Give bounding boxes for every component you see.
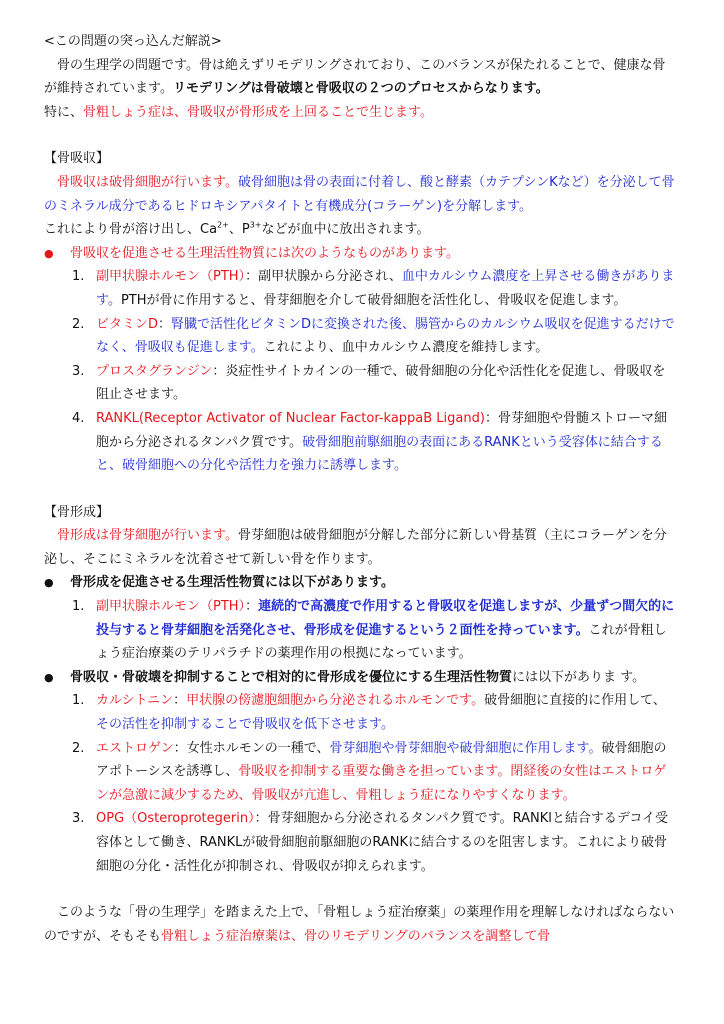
closing-red-text: 骨粗しょう症治療薬は、骨のリモデリングのバランスを調整して骨 <box>161 928 551 944</box>
item-text: 破骨細胞のアポトーシスを誘導し、 <box>96 740 667 780</box>
formation-heading: 【骨形成】 <box>44 504 110 520</box>
resorption-item-4 <box>44 407 676 478</box>
item-text: これにより、血中カルシウム濃度を維持します。 <box>263 340 549 356</box>
item-blue-text: 腎臓で活性化ビタミンDに変換された後、腸管からのカルシウム吸収を促進するだけでなく、骨吸収も促進します。 <box>96 316 675 356</box>
section-title: <この問題の突っ込んだ解説> <box>44 34 222 49</box>
item-term: RANKL(Receptor Activator of Nuclear Factor-kappaB Ligand) <box>96 410 485 426</box>
bullet-text: 骨吸収を促進させる生理活性物質には次のようなものがあります。 <box>70 245 459 261</box>
item-text: ： <box>173 693 187 709</box>
item-text: PTHが骨に作用すると、骨芽細胞を介して破骨細胞を活性化し、骨吸収を促進します。 <box>120 292 627 308</box>
formation-bullet-2 <box>44 666 676 690</box>
resorption-red-text: 骨吸収は破骨細胞が行います。 <box>57 174 238 190</box>
bullet-bold-text: 骨吸収・骨破壊を抑制することで相対的に骨形成を優位にする生理活性物質 <box>70 669 513 685</box>
formation-item-2-1 <box>44 689 676 736</box>
formation-item-2-3 <box>44 807 676 878</box>
resorption-item-3 <box>44 360 676 407</box>
bullet-text: には以下がありま す。 <box>512 669 646 685</box>
closing-paragraph <box>44 901 676 948</box>
item-term: プロスタグランジン <box>96 363 213 379</box>
bullet-dot-icon: ● <box>44 246 54 260</box>
resorption-item-2 <box>44 313 676 360</box>
item-number: 4. <box>72 410 85 426</box>
item-term: 副甲状腺ホルモン（PTH） <box>96 269 246 285</box>
item-number: 2. <box>72 740 85 756</box>
formation-item-1 <box>44 595 676 666</box>
resorption-paragraph <box>44 171 676 218</box>
bullet-text: 骨形成を促進させる生理活性物質には以下があります。 <box>70 575 394 591</box>
item-text: ： <box>158 316 172 332</box>
item-number: 1. <box>72 599 85 615</box>
item-term: ビタミンD <box>96 316 159 332</box>
item-number: 3. <box>72 363 85 379</box>
formation-paragraph <box>44 524 676 571</box>
item-term: 副甲状腺ホルモン（PTH） <box>96 599 246 615</box>
item-number: 1. <box>72 269 85 285</box>
item-red-text: 甲状腺の傍濾胞細胞から分泌されるホルモンです。 <box>186 693 485 709</box>
item-text: これが骨粗しょう症治療薬のテリパラチドの薬理作用の根拠になっています。 <box>96 622 667 662</box>
formation-item-2-2 <box>44 737 676 808</box>
closing-text: このような「骨の生理学」を踏まえた上で、「骨粗しょう症治療薬」の薬理作用を理解しなければならないのですが、そもそも <box>44 905 675 944</box>
superscript: 3+ <box>249 220 262 230</box>
item-number: 3. <box>72 811 85 827</box>
resorption-text: これにより骨が溶け出し、Ca <box>44 222 218 238</box>
intro-text: 骨の生理学の問題です。骨は絶えずリモデリングされており、このバランスが保たれることで、健康な骨が維持されています。 <box>44 57 666 97</box>
item-text: ：骨芽細胞や骨髄ストローマ細胞から分泌されるタンパク質です。 <box>96 410 667 450</box>
item-number: 1. <box>72 693 85 709</box>
resorption-bullet <box>44 242 676 266</box>
item-term: カルシトニン <box>96 693 174 709</box>
intro-bold-text: リモデリングは骨破壊と骨吸収の２つのプロセスからなります。 <box>172 81 549 97</box>
intro-paragraph-2 <box>44 101 676 125</box>
intro-red-text: 骨粗しょう症は、骨吸収が骨形成を上回ることで生じます。 <box>83 104 433 120</box>
item-blue-text: その活性を抑制することで骨吸収を低下させます。 <box>96 717 394 733</box>
resorption-paragraph-2 <box>44 218 676 242</box>
intro-paragraph <box>44 54 676 101</box>
resorption-blue-text: 破骨細胞は骨の表面に付着し、酸と酵素（カテプシンKなど）を分泌して骨のミネラル成分であるヒドロキシアパタイトと有機成分(コラーゲン)を分解します。 <box>44 174 675 214</box>
resorption-heading: 【骨吸収】 <box>44 151 110 167</box>
bullet-dot-icon: ● <box>44 576 54 590</box>
formation-bullet-1 <box>44 571 676 595</box>
item-number: 2. <box>72 316 85 332</box>
item-text: ： <box>245 599 259 615</box>
item-blue-text: 破骨細胞前駆細胞の表面にあるRANKという受容体に結合すると、破骨細胞への分化や活性力を強力に誘導します。 <box>96 434 663 474</box>
item-text: ：骨芽細胞から分泌されるタンパク質です。RANKlと結合するデコイ受容体として働き、RANKLが破骨細胞前駆細胞のRANKに結合するのを阻害します。これにより破骨細胞の分化・活性化が抑制され、骨吸収が抑えられます。 <box>96 811 668 874</box>
item-text: 破骨細胞に直接的に作用して、 <box>484 693 666 709</box>
superscript: 2+ <box>217 220 229 230</box>
item-red-text: 骨吸収を抑制する重要な働きを担っています。閉経後の女性はエストロゲンが急激に減少するため、骨吸収が亢進し、骨粗しょう症になりやすくなります。 <box>96 764 667 803</box>
bullet-dot-icon: ● <box>44 670 54 684</box>
resorption-text: 、P <box>228 222 250 238</box>
formation-text: 骨芽細胞は破骨細胞が分解した部分に新しい骨基質（主にコラーゲンを分泌し、そこにミネラルを沈着させて新しい骨を作ります。 <box>44 528 667 567</box>
intro-text-2: 特に、 <box>44 104 84 120</box>
item-text: ：女性ホルモンの一種で、 <box>173 740 330 756</box>
formation-red-text: 骨形成は骨芽細胞が行います。 <box>57 528 238 544</box>
item-text: ：炎症性サイトカインの一種で、破骨細胞の分化や活性化を促進し、骨吸収を阻止させます。 <box>96 363 666 403</box>
resorption-text: などが血中に放出されます。 <box>261 222 430 238</box>
item-blue-bold-text: 連続的で高濃度で作用すると骨吸収を促進しますが、少量ずつ間欠的に投与すると骨芽細胞を活発化させ、骨形成を促進するという２面性を持っています。 <box>96 599 675 638</box>
item-term: エストロゲン <box>96 740 174 756</box>
resorption-item-1 <box>44 265 676 312</box>
item-term: OPG（Osteroprotegerin） <box>96 811 255 827</box>
item-text: ：副甲状腺から分泌され、 <box>245 269 402 285</box>
item-blue-text: 血中カルシウム濃度を上昇させる働きがあります。 <box>96 269 675 308</box>
item-blue-text: 骨芽細胞や骨芽細胞や破骨細胞に作用します。 <box>329 740 602 756</box>
